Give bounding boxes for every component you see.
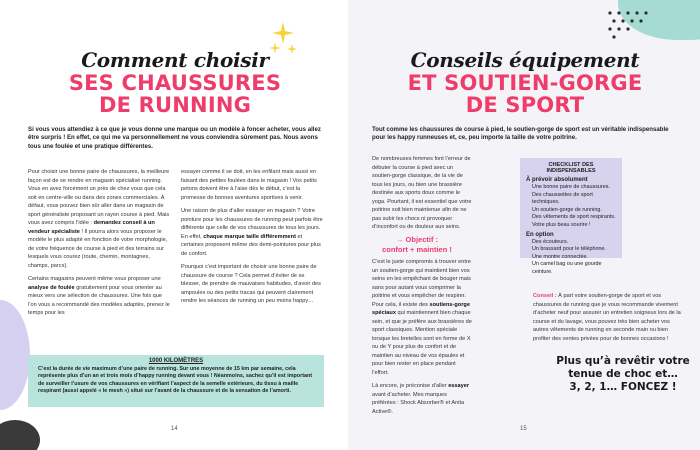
- left-c2p3: Pourquoi c’est important de choisir une bonne paire de chaussure de course ? Cela permet d’éviter de se blesser, de prendre de mauvaises habitudes, d’avoir des ampoules ou des petits tracas qui peuvent clairement rendre les séances de running un peu moins happy…: [181, 264, 321, 304]
- left-c2p2b: chaque marque taille différemment: [203, 233, 296, 240]
- checklist-section-2: En option: [526, 231, 554, 238]
- right-c2p1c: qui maintiennent bien chaque sein, et que je préfère aux brassières de sport classiques. Mention spéciale lorsque les bretelles sont en forme de X ou de Y pour plus de confort et de maintien au niveau de vos épaules et pour bien rester en place pendant l’effort.: [372, 310, 472, 376]
- right-c1p1: De nombreuses femmes font l’erreur de débuter la course à pied avec un soutien-gorge classique, de la vie de tous les jours, ou bien une brassière destinée aux sports doux comme le yoga. Pourtant, il est essentiel que votre poitrine soit bien maintenue afin de ne pas subir les chocs ni provoquer d’inconfort ou de douleur aux seins.: [372, 156, 472, 230]
- checklist-box: [520, 158, 622, 275]
- left-c1p2c: gratuitement pour vous orienter au mieux vers une sélection de chaussures. Une fois que l’on vous a recommandé des modèles adaptés, prenez le temps pour les: [28, 284, 170, 316]
- right-lead: Tout comme les chaussures de course à pied, le soutien-gorge de sport est un véritable indispensable pour les happy runneuses et, ce, peu importe la taille de votre poitrine.: [372, 126, 669, 142]
- left-column-2: [181, 168, 324, 311]
- page-number-left: 14: [171, 426, 178, 432]
- objectif-line1: → Objectif :: [395, 235, 439, 244]
- checklist-item: Une montre connectée.: [532, 253, 589, 260]
- checklist-title: CHECKLIST DES INDISPENSABLES: [546, 162, 596, 174]
- checklist-item: Un brassard pour le téléphone.: [532, 246, 607, 253]
- right-c2p2b: essayer: [448, 383, 470, 389]
- page-number-right: 15: [520, 426, 527, 432]
- right-c2p1a: C’est le juste compromis à trouver entre un soutien-gorge qui maintient bien vos seins en les empêchant de bouger mais sans pour autant vous comprimer la poitrine et vous empêcher de respirer. Pour cela, il existe des: [372, 259, 471, 308]
- right-title-script: Conseils équipement: [410, 48, 640, 72]
- right-page: [350, 0, 700, 450]
- left-c2p1: essayer comme il se doit, en les enfilant mais aussi en faisant des petites foulées dans le magasin ! Vos petits petons doivent être à l’aise dès le début, c’est la promesse de bonnes aventures sportives à venir.: [181, 169, 317, 201]
- checklist-item: Un soutien-gorge de running.: [532, 206, 602, 213]
- checklist-item: Des chaussettes de sport techniques.: [532, 191, 593, 206]
- left-c1p1b: demandez conseil à un vendeur spécialiste: [28, 220, 155, 235]
- conseil-text: À part votre soutien-gorge de sport et vos chaussures de running que je vous recommande vivement d’acheter neuf pour assurer un entretien soigneux lors de la course et du lavage, vous pouvez très bien acheter vos autres vêtements de running en seconde main ou bien profiter des ventes privées pour de bonnes occasions !: [533, 293, 681, 342]
- kilometres-box-text: C’est la durée de vie maximum d’une paire de running. Sur une moyenne de 15 km par semaine, cela représente plus d’un an et trois mois d’happy running devant vous ! Néanmoins, sachez qu’il est important de surveiller l’usure de vos chaussures en vérifiant l’aspect de la semelle extérieure, du tissu à maille respirant (aussi appelé « le mesh ») situé sur l’avant de la chaussure et de la sensation de l’amorti.: [38, 366, 313, 395]
- conseil-paragraph: [533, 292, 683, 348]
- checklist-section-1: À prévoir absolument: [526, 177, 588, 183]
- kilometres-box-title: 1000 KILOMÈTRES: [148, 358, 204, 364]
- checklist-item: Un camel bag ou une gourde ceinture.: [532, 261, 602, 275]
- left-c2p2a: Une raison de plus d’aller essayer en magasin ? Votre pointure pour les chaussures de running peut parfois être différente que celle de vos chaussures de tous les jours. En effet,: [181, 208, 323, 240]
- left-c1p2a: Certains magasins peuvent même vous proposer une: [28, 276, 161, 282]
- finale-line1: Plus qu’à revêtir votre: [556, 355, 690, 367]
- finale-line3: 3, 2, 1… FONCEZ !: [569, 381, 677, 393]
- left-c2p2c: et certaines proposent même des demi-pointures pour plus de confort.: [181, 233, 321, 257]
- left-c1p1c: ! Il pourra alors vous proposer le modèle le plus adapté en fonction de votre morphologie, de votre fréquence de course à pied et des terrains sur lesquels vous courez (route, chemin, montagnes, champs, parcs).: [28, 228, 168, 269]
- right-c2p2a: Là encore, je préconise d’aller: [372, 383, 449, 389]
- left-title-line1: SES CHAUSSURES: [68, 71, 282, 95]
- finale-line2: tenue de choc et…: [568, 368, 678, 380]
- checklist-item: Votre plus beau sourire !: [532, 221, 591, 228]
- right-c2p1b: soutiens-gorge spéciaux: [372, 301, 470, 316]
- left-column-1: [28, 168, 171, 323]
- objectif-line2: confort + maintien !: [382, 245, 452, 254]
- right-c2p2c: avant d’acheter. Mes marques préférées : Shock Absorber® et Anita Active®.: [372, 391, 465, 415]
- dark-blob: [0, 420, 40, 450]
- checklist-item: Des vêtements de sport respirants.: [532, 214, 616, 221]
- dots-pattern: [605, 8, 665, 48]
- left-c1p2b: analyse de foulée: [28, 284, 75, 291]
- checklist-item: Une bonne paire de chaussures.: [532, 184, 610, 190]
- left-title-script: Comment choisir: [81, 48, 269, 72]
- finale-callout: [553, 355, 693, 394]
- left-lead: Si vous vous attendiez à ce que je vous donne une marque ou un modèle à foncer acheter, vous allez être surpris ! En effet, ce qui me va personnellement ne vous conviendra sûrement pas. Nous avons tous une foulée et une pratique différentes.: [28, 126, 321, 150]
- right-column-1b: [372, 258, 472, 421]
- left-c1p1a: Pour choisir une bonne paire de chaussures, la meilleure façon est de se rendre en magasin spécialisé running. Vous en avez forcément un près de chez vous que cela soit en centre-ville ou dans des zones commerciales. À défaut, vous pouvez bien sûr aller dans un magasin de sport généraliste proposant un rayon course à pied. Mais vous avez compris l’idée :: [28, 169, 170, 226]
- objectif-callout: [372, 235, 462, 255]
- right-title-line1: ET SOUTIEN-GORGE: [407, 71, 643, 95]
- purple-blob: [0, 300, 30, 410]
- kilometres-box: [28, 355, 324, 407]
- conseil-label: Conseil :: [533, 293, 557, 299]
- right-title-line2: DE SPORT: [465, 93, 585, 117]
- checklist-item: Des écouteurs.: [532, 238, 569, 245]
- right-column-1: [372, 155, 472, 237]
- left-title-line2: DE RUNNING: [98, 93, 252, 117]
